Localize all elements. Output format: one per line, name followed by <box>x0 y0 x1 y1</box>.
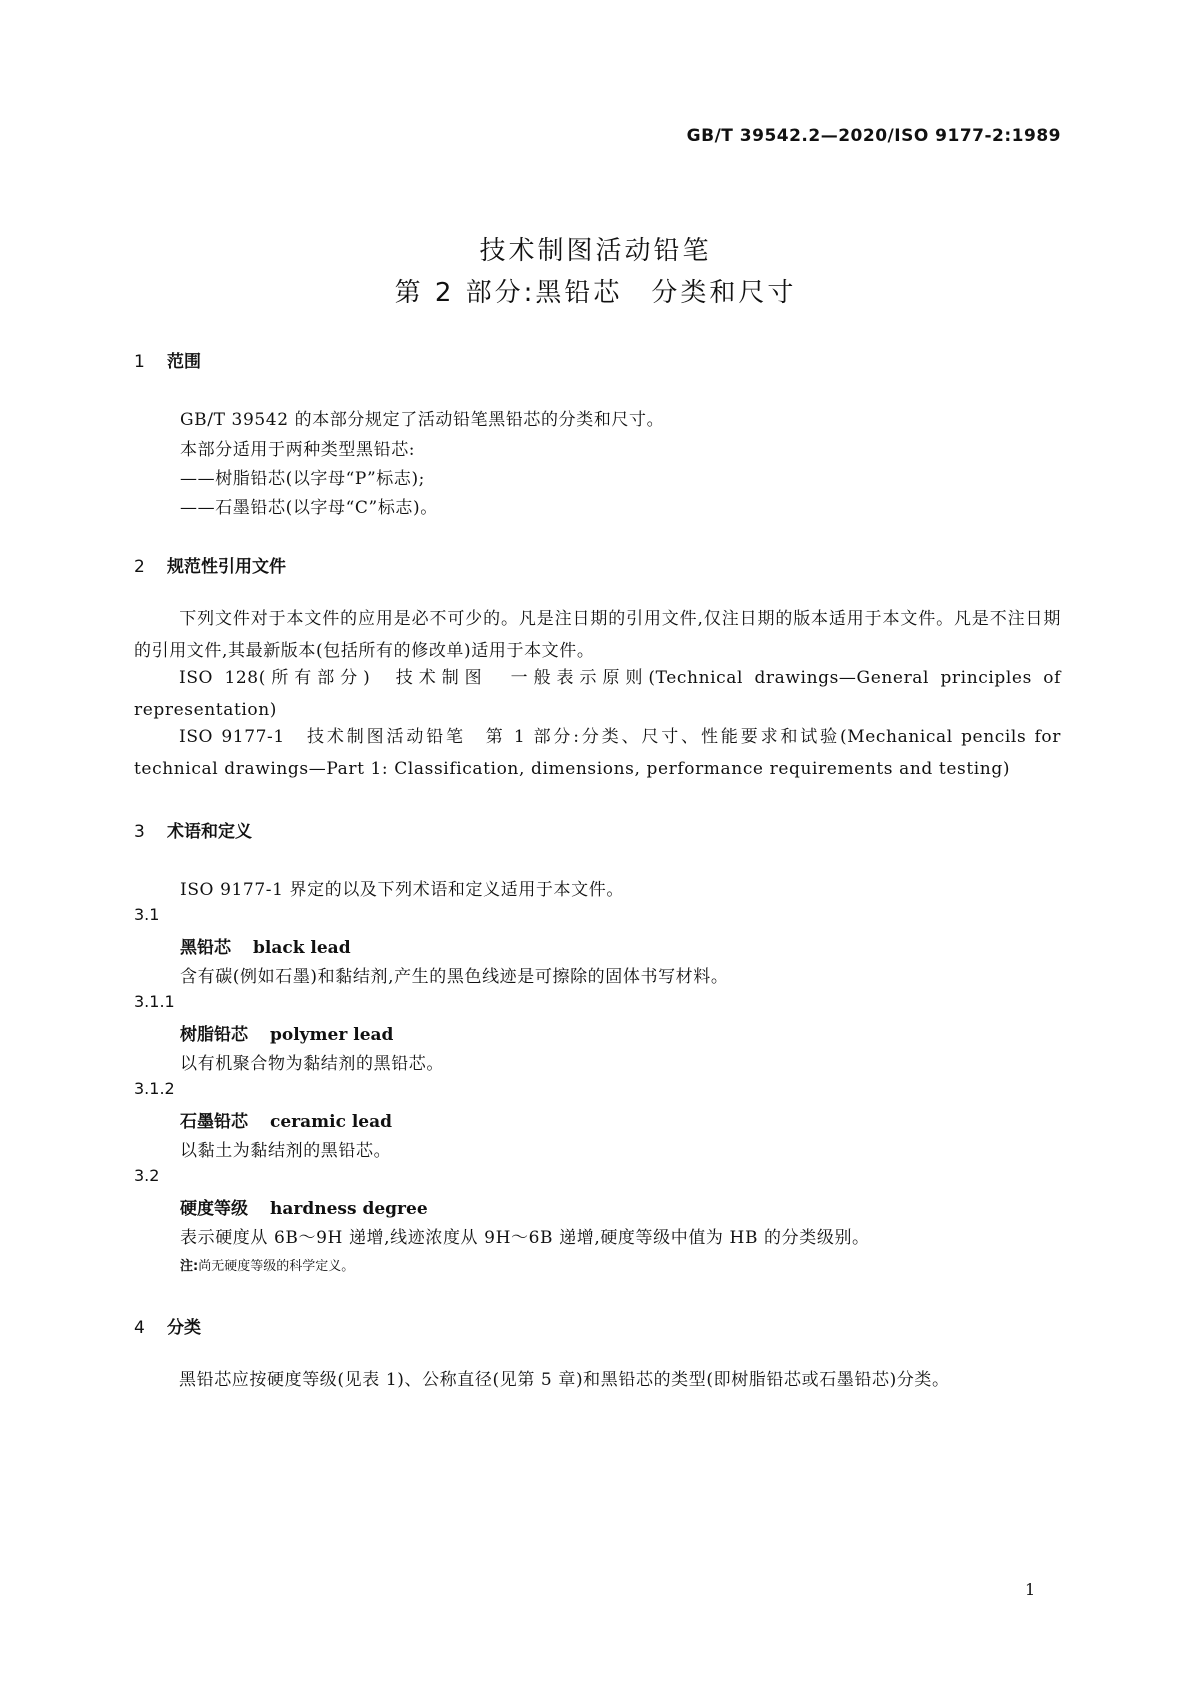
reference-code: ISO 128(所有部分) <box>179 668 371 688</box>
scope-intro: 本部分适用于两种类型黑铅芯: <box>180 440 416 460</box>
note-text: 尚无硬度等级的科学定义。 <box>198 1259 355 1274</box>
term-definition: 以有机聚合物为黏结剂的黑铅芯。 <box>180 1054 444 1074</box>
term-zh: 树脂铅芯 <box>180 1025 248 1045</box>
reference-title: 技术制图活动铅笔 第 1 部分:分类、尺寸、性能要求和试验(Mechanical pencils for technical drawings—Part 1: Classification, dimensions, performance requirements and testing) <box>134 727 1061 779</box>
term-heading <box>180 933 351 958</box>
classification-paragraph <box>134 1364 1061 1396</box>
scope-paragraph: GB/T 39542 的本部分规定了活动铅笔黑铅芯的分类和尺寸。 <box>180 410 665 430</box>
document-title-line2: 第 2 部分:黑铅芯 分类和尺寸 <box>394 278 797 308</box>
page-number: 1 <box>1025 1580 1036 1599</box>
section-2-heading <box>134 552 286 577</box>
term-zh: 硬度等级 <box>180 1199 248 1219</box>
term-en: polymer lead <box>270 1025 394 1045</box>
term-definition: 含有碳(例如石墨)和黏结剂,产生的黑色线迹是可擦除的固体书写材料。 <box>180 967 729 987</box>
reference-entry <box>134 662 1061 726</box>
normative-references-paragraph <box>134 603 1061 667</box>
term-heading <box>180 1107 392 1132</box>
term-number: 3.1 <box>134 905 160 924</box>
note-label: 注: <box>180 1259 199 1274</box>
term-zh: 石墨铅芯 <box>180 1112 248 1132</box>
term-number: 3.1.1 <box>134 992 175 1011</box>
reference-entry <box>134 721 1061 785</box>
term-definition: 表示硬度从 6B～9H 递增,线迹浓度从 9H～6B 递增,硬度等级中值为 HB 的分类级别。 <box>180 1228 870 1248</box>
term-en: black lead <box>253 938 351 958</box>
paragraph-text: 黑铅芯应按硬度等级(见表 1)、公称直径(见第 5 章)和黑铅芯的类型(即树脂铅芯或石墨铅芯)分类。 <box>179 1370 950 1390</box>
section-4-heading <box>134 1313 201 1338</box>
list-item: ——树脂铅芯(以字母“P”标志); <box>180 469 426 489</box>
list-item: ——石墨铅芯(以字母“C”标志)。 <box>180 498 438 518</box>
section-title: 规范性引用文件 <box>167 557 286 577</box>
term-heading <box>180 1020 393 1045</box>
reference-title: 技术制图 一般表示原则(Technical drawings—General principles of representation) <box>134 668 1062 720</box>
document-title-line1: 技术制图活动铅笔 <box>479 236 712 266</box>
section-title: 术语和定义 <box>167 822 252 842</box>
term-zh: 黑铅芯 <box>180 938 231 958</box>
section-title: 范围 <box>167 352 201 372</box>
section-number: 2 <box>134 557 145 577</box>
paragraph-text: 下列文件对于本文件的应用是必不可少的。凡是注日期的引用文件,仅注日期的版本适用于本文件。凡是不注日期的引用文件,其最新版本(包括所有的修改单)适用于本文件。 <box>134 609 1061 661</box>
term-heading <box>180 1194 428 1219</box>
term-number: 3.2 <box>134 1166 160 1185</box>
term-en: ceramic lead <box>270 1112 393 1132</box>
section-3-heading <box>134 817 252 842</box>
note <box>180 1255 354 1274</box>
term-definition: 以黏土为黏结剂的黑铅芯。 <box>180 1141 392 1161</box>
reference-code: ISO 9177-1 <box>179 727 285 747</box>
section-number: 4 <box>134 1318 145 1338</box>
terms-intro: ISO 9177-1 界定的以及下列术语和定义适用于本文件。 <box>180 880 624 900</box>
section-title: 分类 <box>167 1318 201 1338</box>
section-number: 1 <box>134 352 145 372</box>
term-en: hardness degree <box>270 1199 428 1219</box>
section-1-heading <box>134 347 201 372</box>
standard-number: GB/T 39542.2—2020/ISO 9177-2:1989 <box>686 126 1061 146</box>
section-number: 3 <box>134 822 145 842</box>
term-number: 3.1.2 <box>134 1079 175 1098</box>
